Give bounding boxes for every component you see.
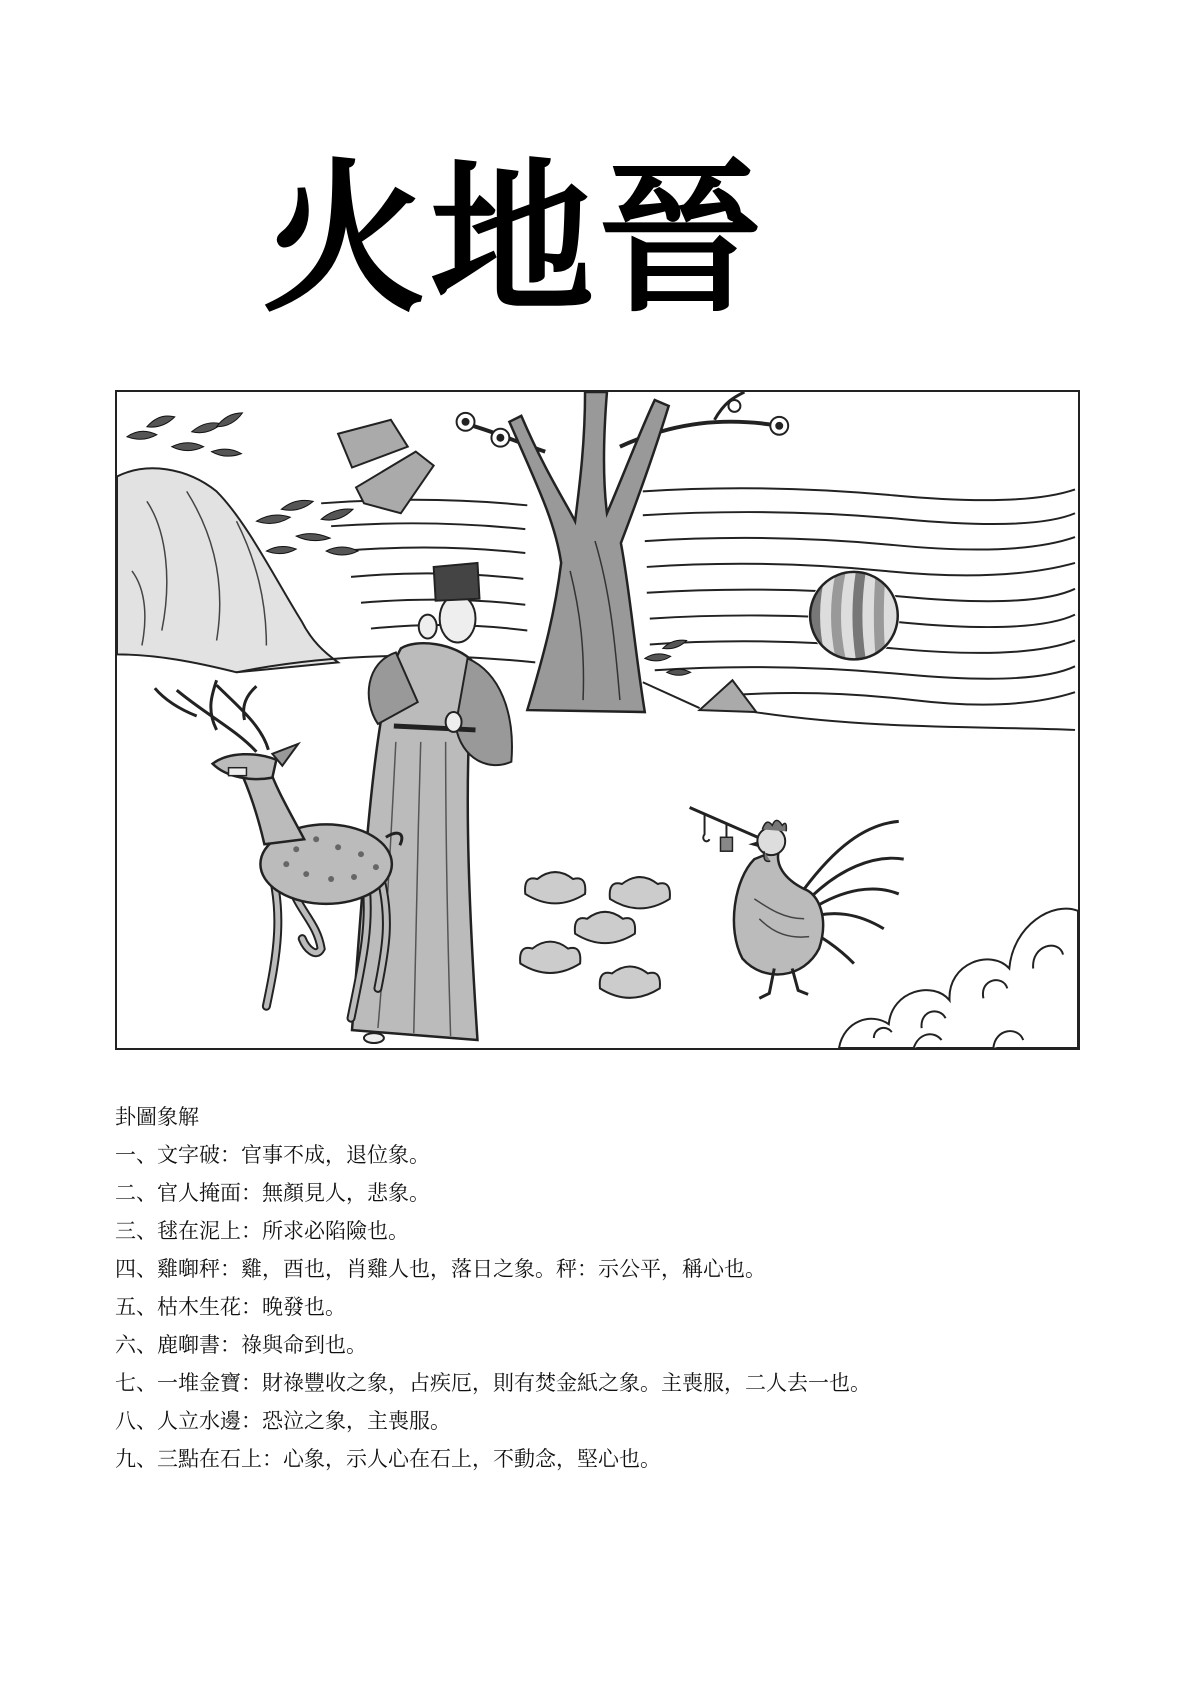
interpretation-line: 九、三點在石上：心象，示人心在石上，不動念，堅心也。 [115, 1447, 661, 1471]
striped-ball [804, 566, 904, 665]
interpretation-line: 六、鹿啣書：祿與命到也。 [115, 1333, 367, 1357]
hexagram-illustration [115, 390, 1080, 1050]
bamboo-leaves-middle [256, 500, 358, 555]
rocky-cliff [117, 468, 338, 672]
small-rock [700, 680, 757, 712]
rooster-holding-scale [690, 807, 904, 998]
section-heading: 卦圖象解 [115, 1105, 199, 1129]
interpretation-line: 四、雞啣秤：雞，酉也，肖雞人也，落日之象。秤：示公平，稱心也。 [115, 1257, 766, 1281]
illustration-canvas [117, 392, 1078, 1048]
interpretation-line: 五、枯木生花：晚發也。 [115, 1295, 346, 1319]
official-covering-face [352, 563, 512, 1043]
deer-holding-scroll [155, 680, 402, 1018]
interpretation-line: 八、人立水邊：恐泣之象，主喪服。 [115, 1409, 451, 1433]
page-title: 火地晉 [262, 144, 767, 335]
ground-line [237, 656, 1076, 730]
interpretation-line: 二、官人掩面：無顏見人，悲象。 [115, 1181, 430, 1205]
interpretation-line: 七、一堆金寶：財祿豐收之象，占疾厄，則有焚金紙之象。主喪服，二人去一也。 [115, 1371, 871, 1395]
auspicious-cloud [839, 909, 1078, 1048]
bamboo-leaves-top [127, 413, 243, 456]
interpretation-section [115, 1098, 1075, 1478]
interpretation-line: 三、毬在泥上：所求必陷險也。 [115, 1219, 409, 1243]
interpretation-line: 一、文字破：官事不成，退位象。 [115, 1143, 430, 1167]
gold-ingots [520, 872, 670, 998]
